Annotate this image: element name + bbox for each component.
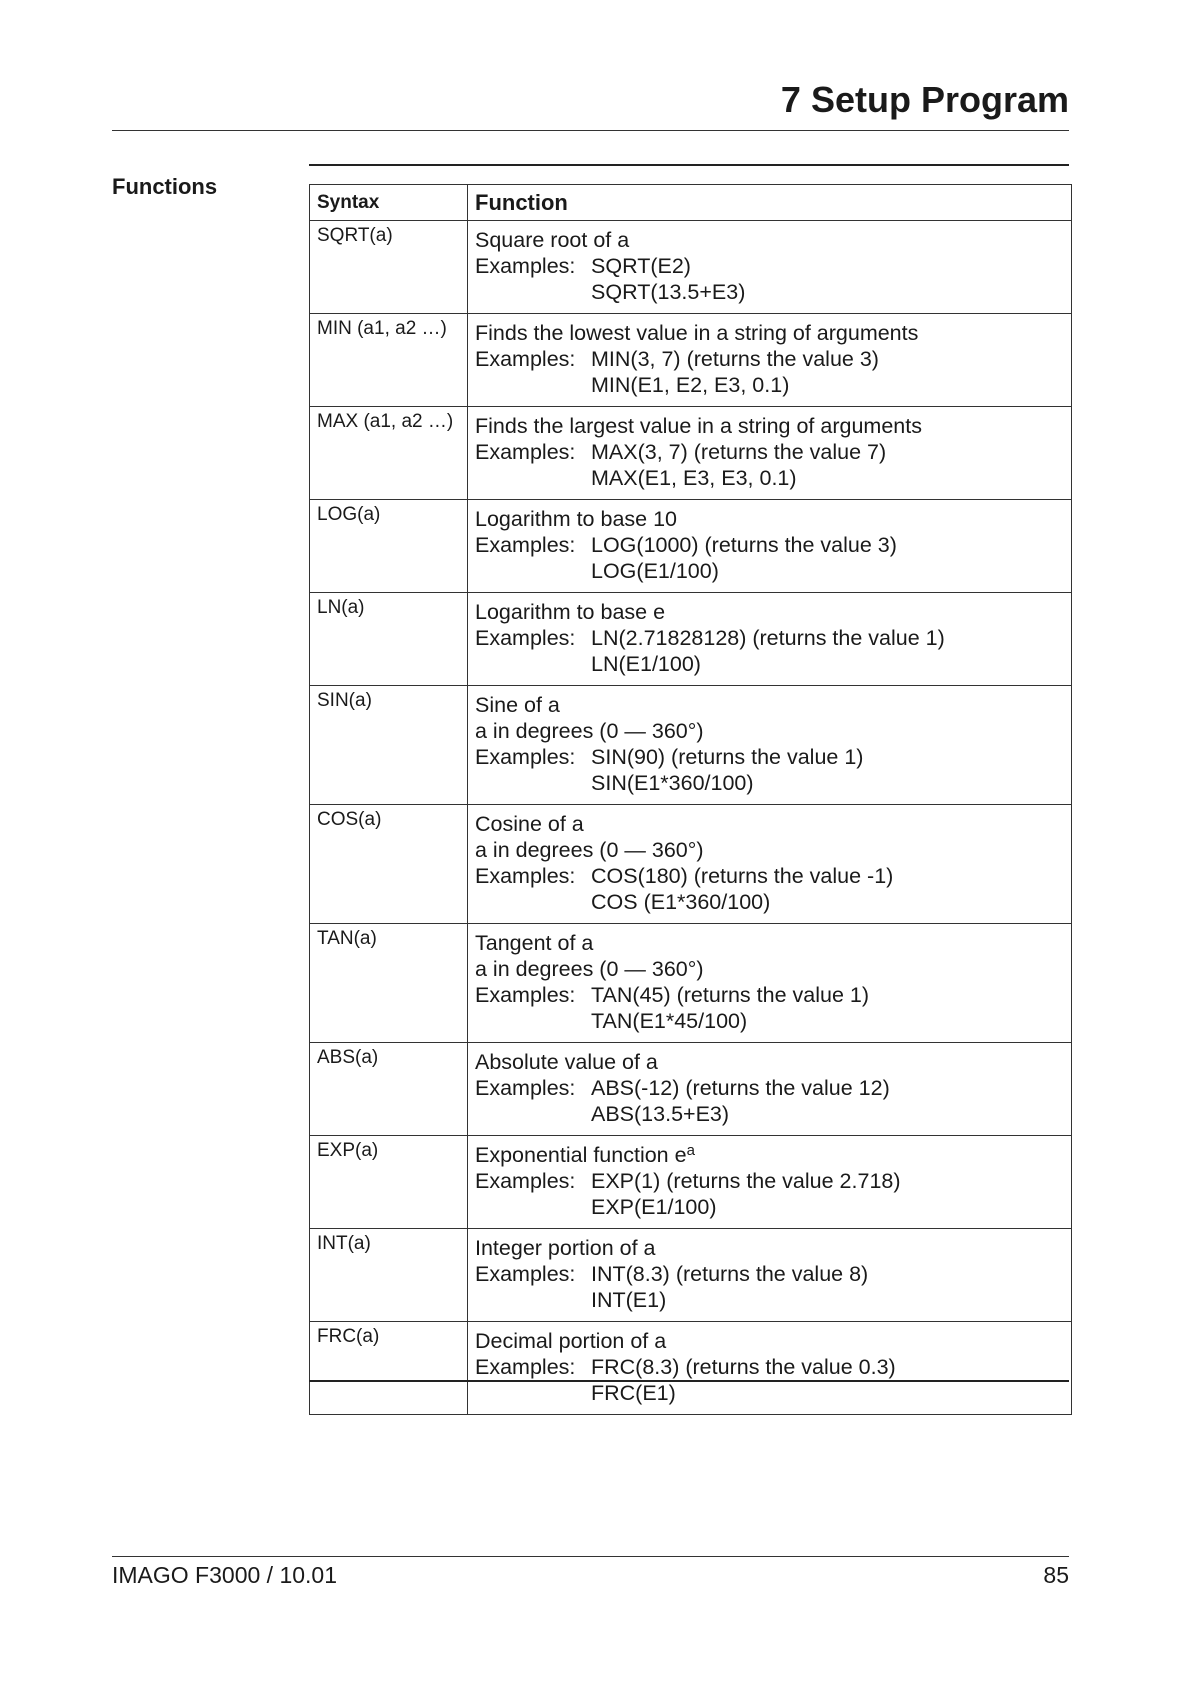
function-cell bbox=[468, 221, 1072, 314]
example-row bbox=[475, 253, 1064, 279]
description-line: Finds the lowest value in a string of arguments bbox=[475, 321, 919, 345]
examples-label: Examples: bbox=[475, 864, 576, 888]
description-line: a in degrees (0 — 360°) bbox=[475, 719, 704, 743]
example-row bbox=[475, 1194, 1064, 1220]
example: EXP(E1/100) bbox=[591, 1195, 717, 1219]
section-label: Functions bbox=[112, 174, 218, 199]
description-line: Integer portion of a bbox=[475, 1236, 656, 1260]
table-top-rule bbox=[309, 164, 1069, 166]
example-indent bbox=[475, 1101, 591, 1127]
example: TAN(E1*45/100) bbox=[591, 1009, 748, 1033]
example-indent bbox=[475, 889, 591, 915]
syntax-cell: EXP(a) bbox=[310, 1136, 468, 1229]
table-row bbox=[310, 593, 1072, 686]
description-line bbox=[475, 1142, 1064, 1168]
example: ABS(13.5+E3) bbox=[591, 1102, 730, 1126]
example-indent bbox=[475, 1380, 591, 1406]
description-line: Tangent of a bbox=[475, 931, 594, 955]
function-cell bbox=[468, 1322, 1072, 1415]
example: INT(E1) bbox=[591, 1288, 667, 1312]
example-row bbox=[475, 439, 1064, 465]
example-row bbox=[475, 744, 1064, 770]
function-cell bbox=[468, 1136, 1072, 1229]
example: LOG(1000) (returns the value 3) bbox=[591, 533, 897, 557]
syntax-cell: ABS(a) bbox=[310, 1043, 468, 1136]
example: LN(2.71828128) (returns the value 1) bbox=[591, 626, 945, 650]
table-row bbox=[310, 500, 1072, 593]
example-row bbox=[475, 863, 1064, 889]
example: INT(8.3) (returns the value 8) bbox=[591, 1262, 869, 1286]
table-row bbox=[310, 1229, 1072, 1322]
page-number: 85 bbox=[1043, 1562, 1069, 1588]
description-text: Exponential function e bbox=[475, 1143, 687, 1167]
footer-rule bbox=[112, 1556, 1069, 1557]
document-id: IMAGO F3000 / 10.01 bbox=[112, 1562, 338, 1588]
example-indent bbox=[475, 279, 591, 305]
syntax-cell: LN(a) bbox=[310, 593, 468, 686]
description-line: a in degrees (0 — 360°) bbox=[475, 838, 704, 862]
functions-table bbox=[309, 184, 1072, 1415]
example: ABS(-12) (returns the value 12) bbox=[591, 1076, 890, 1100]
example-row bbox=[475, 1101, 1064, 1127]
example: EXP(1) (returns the value 2.718) bbox=[591, 1169, 901, 1193]
description-line: Cosine of a bbox=[475, 812, 584, 836]
example: MAX(3, 7) (returns the value 7) bbox=[591, 440, 887, 464]
example-row bbox=[475, 1168, 1064, 1194]
example: FRC(8.3) (returns the value 0.3) bbox=[591, 1355, 896, 1379]
example-indent bbox=[475, 1194, 591, 1220]
example-row bbox=[475, 558, 1064, 584]
description-line: a in degrees (0 — 360°) bbox=[475, 957, 704, 981]
function-cell bbox=[468, 500, 1072, 593]
example-row bbox=[475, 279, 1064, 305]
example: FRC(E1) bbox=[591, 1381, 676, 1405]
description-line: Logarithm to base e bbox=[475, 600, 666, 624]
syntax-cell: SIN(a) bbox=[310, 686, 468, 805]
table-row bbox=[310, 1322, 1072, 1415]
example: MIN(E1, E2, E3, 0.1) bbox=[591, 373, 790, 397]
table-bottom-rule bbox=[309, 1380, 1069, 1382]
table-row bbox=[310, 407, 1072, 500]
examples-label: Examples: bbox=[475, 347, 576, 371]
table-row bbox=[310, 314, 1072, 407]
example-row bbox=[475, 1354, 1064, 1380]
example: MAX(E1, E3, E3, 0.1) bbox=[591, 466, 797, 490]
example-indent bbox=[475, 558, 591, 584]
syntax-cell: SQRT(a) bbox=[310, 221, 468, 314]
example: COS(180) (returns the value -1) bbox=[591, 864, 894, 888]
example: SQRT(E2) bbox=[591, 254, 691, 278]
example-indent bbox=[475, 1287, 591, 1313]
function-cell bbox=[468, 593, 1072, 686]
example: TAN(45) (returns the value 1) bbox=[591, 983, 870, 1007]
table-row bbox=[310, 686, 1072, 805]
example-row bbox=[475, 770, 1064, 796]
table-row bbox=[310, 1043, 1072, 1136]
description-line: Sine of a bbox=[475, 693, 560, 717]
description-line: Absolute value of a bbox=[475, 1050, 658, 1074]
function-cell bbox=[468, 805, 1072, 924]
examples-label: Examples: bbox=[475, 1355, 576, 1379]
function-cell bbox=[468, 1229, 1072, 1322]
example-row bbox=[475, 372, 1064, 398]
table-row bbox=[310, 221, 1072, 314]
header-syntax: Syntax bbox=[310, 185, 468, 221]
examples-label: Examples: bbox=[475, 440, 576, 464]
example-row bbox=[475, 1287, 1064, 1313]
description-line: Logarithm to base 10 bbox=[475, 507, 677, 531]
example-row bbox=[475, 651, 1064, 677]
example-row bbox=[475, 465, 1064, 491]
examples-label: Examples: bbox=[475, 254, 576, 278]
example-row bbox=[475, 1261, 1064, 1287]
examples-label: Examples: bbox=[475, 745, 576, 769]
function-cell bbox=[468, 924, 1072, 1043]
header-function: Function bbox=[468, 185, 1072, 221]
examples-label: Examples: bbox=[475, 1169, 576, 1193]
exponent-superscript: a bbox=[686, 1142, 695, 1159]
example-indent bbox=[475, 1008, 591, 1034]
syntax-cell: LOG(a) bbox=[310, 500, 468, 593]
function-cell bbox=[468, 1043, 1072, 1136]
header-rule bbox=[112, 130, 1069, 131]
syntax-cell: MAX (a1, a2 …) bbox=[310, 407, 468, 500]
example: COS (E1*360/100) bbox=[591, 890, 771, 914]
description-line: Finds the largest value in a string of arguments bbox=[475, 414, 922, 438]
example-indent bbox=[475, 372, 591, 398]
example: SIN(E1*360/100) bbox=[591, 771, 754, 795]
table-row bbox=[310, 924, 1072, 1043]
example-row bbox=[475, 889, 1064, 915]
syntax-cell: COS(a) bbox=[310, 805, 468, 924]
example-row bbox=[475, 532, 1064, 558]
example: LN(E1/100) bbox=[591, 652, 701, 676]
examples-label: Examples: bbox=[475, 983, 576, 1007]
example-indent bbox=[475, 465, 591, 491]
description-line: Decimal portion of a bbox=[475, 1329, 667, 1353]
function-cell bbox=[468, 407, 1072, 500]
syntax-cell: MIN (a1, a2 …) bbox=[310, 314, 468, 407]
example-indent bbox=[475, 770, 591, 796]
example-row bbox=[475, 346, 1064, 372]
example: SQRT(13.5+E3) bbox=[591, 280, 746, 304]
table-row bbox=[310, 1136, 1072, 1229]
example-row bbox=[475, 1008, 1064, 1034]
examples-label: Examples: bbox=[475, 626, 576, 650]
example-row bbox=[475, 625, 1064, 651]
examples-label: Examples: bbox=[475, 1262, 576, 1286]
example-row bbox=[475, 1380, 1064, 1406]
table-header-row bbox=[310, 185, 1072, 221]
function-cell bbox=[468, 314, 1072, 407]
examples-label: Examples: bbox=[475, 533, 576, 557]
example: LOG(E1/100) bbox=[591, 559, 719, 583]
table-row bbox=[310, 805, 1072, 924]
example-row bbox=[475, 1075, 1064, 1101]
chapter-title: 7 Setup Program bbox=[780, 79, 1069, 120]
example-indent bbox=[475, 651, 591, 677]
example: SIN(90) (returns the value 1) bbox=[591, 745, 864, 769]
example: MIN(3, 7) (returns the value 3) bbox=[591, 347, 879, 371]
syntax-cell: TAN(a) bbox=[310, 924, 468, 1043]
syntax-cell: INT(a) bbox=[310, 1229, 468, 1322]
example-row bbox=[475, 982, 1064, 1008]
function-cell bbox=[468, 686, 1072, 805]
syntax-cell: FRC(a) bbox=[310, 1322, 468, 1415]
description-line: Square root of a bbox=[475, 228, 630, 252]
examples-label: Examples: bbox=[475, 1076, 576, 1100]
